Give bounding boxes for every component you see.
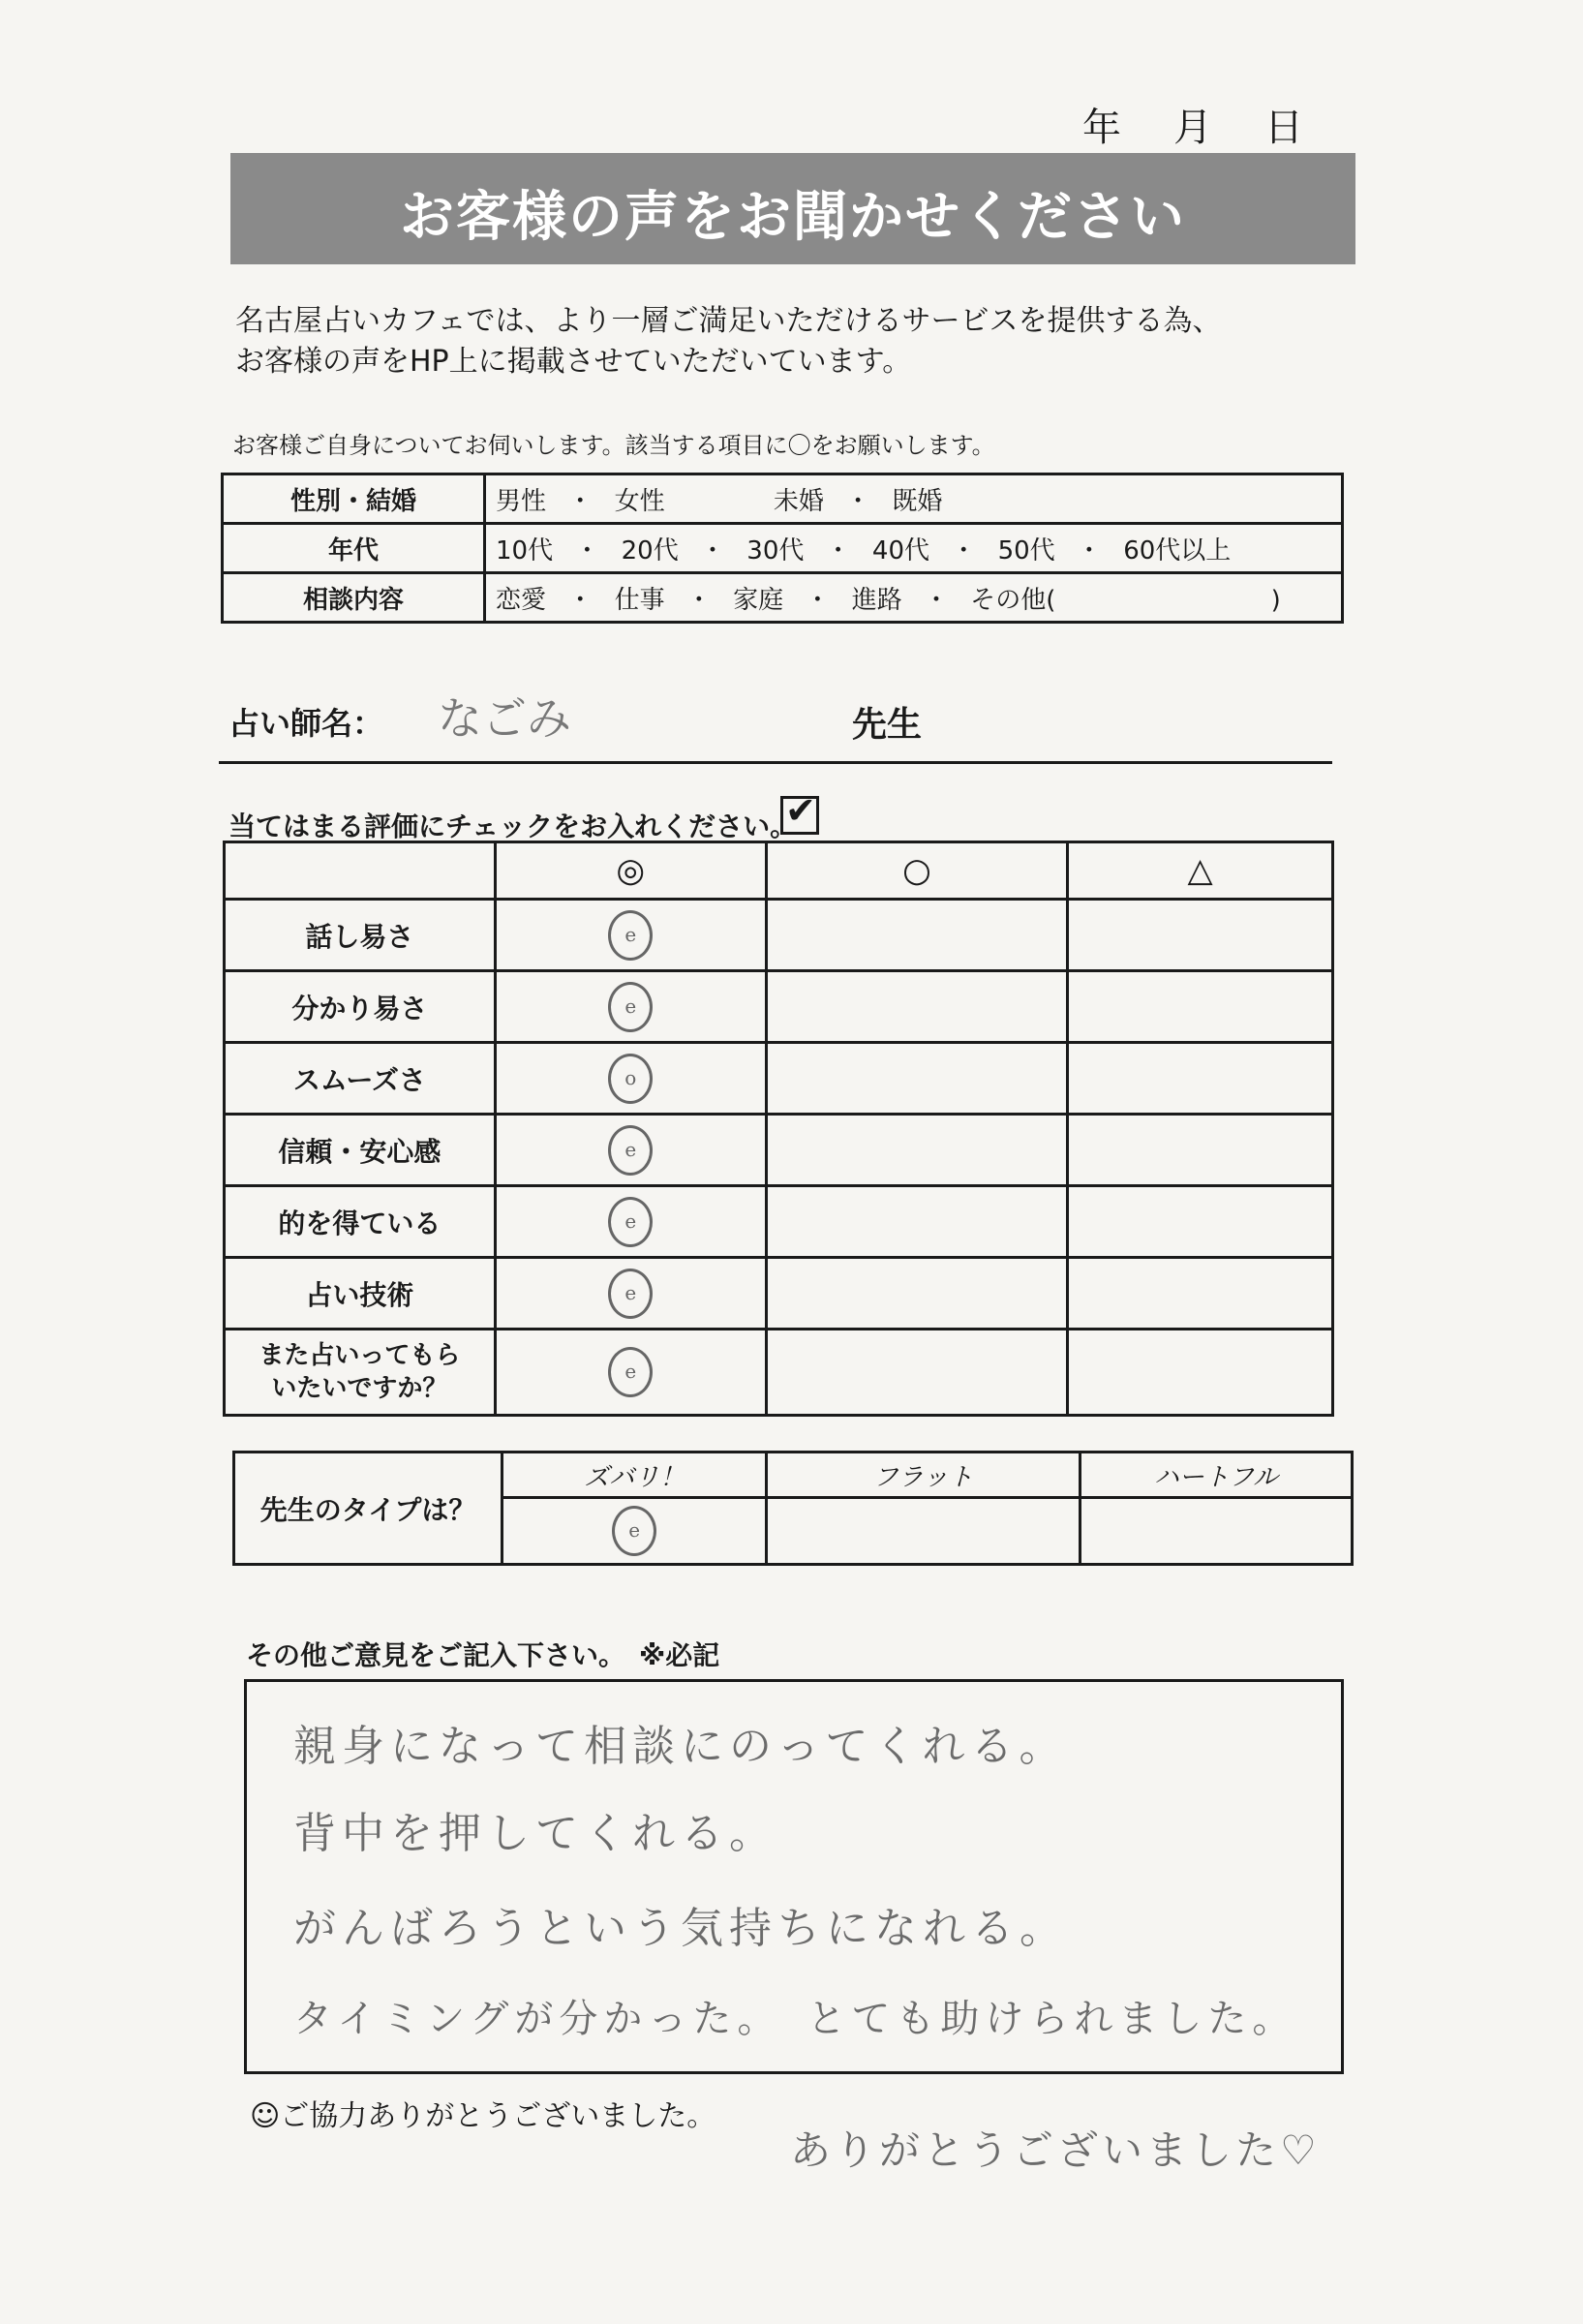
opinion-label: その他ご意見をご記入下さい。 ※必記: [246, 1639, 720, 1671]
profile-row-age: [223, 524, 1343, 573]
option-10s[interactable]: 10代: [496, 535, 554, 566]
thanks-message: ☺ご協力ありがとうございました。: [250, 2099, 716, 2133]
rating-cell-fair[interactable]: [1068, 1043, 1333, 1115]
rating-cell-excellent[interactable]: [495, 1043, 766, 1115]
rating-criterion: 信頼・安心感: [225, 1115, 496, 1186]
teacher-suffix: 先生: [852, 705, 923, 745]
rating-criterion: 分かり易さ: [225, 971, 496, 1043]
rating-cell-excellent[interactable]: [495, 1186, 766, 1258]
rating-cell-fair[interactable]: [1068, 900, 1333, 971]
rating-row: [225, 971, 1333, 1043]
option-sep: ・: [574, 535, 600, 566]
thanks-handwritten: ありがとうございました♡: [790, 2126, 1321, 2174]
option-sep: ・: [685, 585, 712, 615]
option-sep: ・: [1076, 535, 1102, 566]
rating-cell-excellent[interactable]: [495, 1258, 766, 1330]
rating-row: [225, 1115, 1333, 1186]
rating-criterion: また占いってもら いたいですか？: [225, 1330, 496, 1416]
type-cell-zubari[interactable]: [502, 1498, 767, 1565]
option-40s[interactable]: 40代: [871, 535, 930, 566]
circle-mark: e: [608, 910, 653, 961]
checkbox-icon: [780, 789, 819, 835]
rating-header-row: [225, 842, 1333, 900]
option-sep: ・: [567, 585, 594, 615]
option-work[interactable]: 仕事: [614, 585, 665, 615]
teacher-type-table: [232, 1451, 1354, 1566]
profile-table: [221, 473, 1344, 624]
checkmark-icon: ✔: [785, 789, 816, 832]
circle-mark: e: [608, 982, 653, 1032]
teacher-name-label: 占い師名：: [228, 705, 384, 742]
option-60s-plus[interactable]: 60代以上: [1123, 535, 1232, 566]
option-career[interactable]: 進路: [851, 585, 902, 615]
option-sep: ・: [951, 535, 977, 566]
option-male[interactable]: 男性: [496, 486, 547, 516]
option-sep: ・: [845, 486, 871, 516]
intro-line-1: 名古屋占いカフェでは、より一層ご満足いただけるサービスを提供する為、: [235, 304, 1222, 338]
date-day-label: 日: [1264, 106, 1303, 150]
type-option-heartful: ハートフル: [1080, 1452, 1352, 1498]
rating-column-fair: △: [1068, 842, 1333, 900]
rating-instruction: 当てはまる評価にチェックをお入れください。: [228, 810, 798, 842]
option-female[interactable]: 女性: [614, 486, 665, 516]
option-sep: ・: [825, 535, 851, 566]
option-sep: ・: [923, 585, 949, 615]
rating-row: [225, 1330, 1333, 1416]
rating-header-empty: [225, 842, 496, 900]
title-banner: [230, 153, 1355, 264]
option-other-close: ): [1270, 585, 1281, 615]
type-cell-heartful[interactable]: [1080, 1498, 1352, 1565]
comment-line: 親身になって相談にのってくれる。: [293, 1722, 1068, 1771]
rating-cell-good[interactable]: [766, 1115, 1068, 1186]
comment-line: タイミングが分かった。 とても助けられました。: [293, 1997, 1297, 2041]
rating-cell-good[interactable]: [766, 971, 1068, 1043]
circle-mark: o: [608, 1054, 653, 1104]
option-50s[interactable]: 50代: [997, 535, 1055, 566]
rating-cell-excellent[interactable]: [495, 900, 766, 971]
rating-cell-fair[interactable]: [1068, 1115, 1333, 1186]
rating-cell-good[interactable]: [766, 1043, 1068, 1115]
profile-row-topic: [223, 573, 1343, 623]
rating-cell-good[interactable]: [766, 1258, 1068, 1330]
profile-options: [485, 573, 1343, 623]
rating-criterion: 的を得ている: [225, 1186, 496, 1258]
option-love[interactable]: 恋愛: [496, 585, 547, 615]
profile-options: [485, 524, 1343, 573]
option-20s[interactable]: 20代: [621, 535, 679, 566]
comment-box[interactable]: [244, 1679, 1344, 2074]
rating-cell-fair[interactable]: [1068, 1258, 1333, 1330]
option-other[interactable]: その他(: [970, 585, 1056, 615]
option-sep: ・: [805, 585, 831, 615]
option-single[interactable]: 未婚: [773, 486, 824, 516]
option-sep: ・: [567, 486, 594, 516]
rating-cell-good[interactable]: [766, 1186, 1068, 1258]
teacher-underline: [219, 761, 1332, 764]
type-option-flat: フラット: [767, 1452, 1081, 1498]
comment-line: 背中を押してくれる。: [293, 1809, 777, 1858]
rating-cell-good[interactable]: [766, 1330, 1068, 1416]
rating-criterion: スムーズさ: [225, 1043, 496, 1115]
date-year-label: 年: [1082, 106, 1121, 150]
profile-row-gender: [223, 474, 1343, 524]
profile-note: お客様ご自身についてお伺いします。該当する項目に〇をお願いします。: [232, 432, 995, 459]
date-month-label: 月: [1173, 106, 1212, 150]
circle-mark: e: [608, 1197, 653, 1247]
comment-line: がんばろうという気持ちになれる。: [293, 1904, 1068, 1953]
option-30s[interactable]: 30代: [746, 535, 805, 566]
rating-cell-fair[interactable]: [1068, 1330, 1333, 1416]
option-family[interactable]: 家庭: [733, 585, 784, 615]
rating-row: [225, 1043, 1333, 1115]
rating-column-good: ○: [766, 842, 1068, 900]
circle-mark: e: [608, 1347, 653, 1397]
rating-row: [225, 900, 1333, 971]
rating-cell-fair[interactable]: [1068, 971, 1333, 1043]
teacher-name-handwritten[interactable]: なごみ: [438, 692, 571, 745]
circle-mark: e: [608, 1125, 653, 1176]
intro-line-2: お客様の声をHP上に掲載させていただいています。: [235, 345, 912, 379]
type-cell-flat[interactable]: [767, 1498, 1081, 1565]
circle-mark: e: [608, 1269, 653, 1319]
type-option-zubari: ズバリ！: [502, 1452, 767, 1498]
rating-cell-fair[interactable]: [1068, 1186, 1333, 1258]
rating-table: [223, 841, 1334, 1417]
type-header-row: [234, 1452, 1353, 1498]
option-married[interactable]: 既婚: [892, 486, 943, 516]
rating-cell-excellent[interactable]: [495, 1115, 766, 1186]
rating-column-excellent: ◎: [495, 842, 766, 900]
rating-row: [225, 1258, 1333, 1330]
page-title: お客様の声をお聞かせください: [400, 186, 1186, 249]
profile-label: 年代: [223, 524, 485, 573]
profile-label: 相談内容: [223, 573, 485, 623]
profile-label: 性別・結婚: [223, 474, 485, 524]
profile-options: [485, 474, 1343, 524]
option-sep: ・: [700, 535, 726, 566]
rating-criterion: 話し易さ: [225, 900, 496, 971]
rating-cell-good[interactable]: [766, 900, 1068, 971]
rating-row: [225, 1186, 1333, 1258]
rating-cell-excellent[interactable]: [495, 971, 766, 1043]
rating-criterion: 占い技術: [225, 1258, 496, 1330]
teacher-type-label: 先生のタイプは？: [234, 1452, 502, 1565]
circle-mark: e: [612, 1506, 656, 1556]
rating-cell-excellent[interactable]: [495, 1330, 766, 1416]
